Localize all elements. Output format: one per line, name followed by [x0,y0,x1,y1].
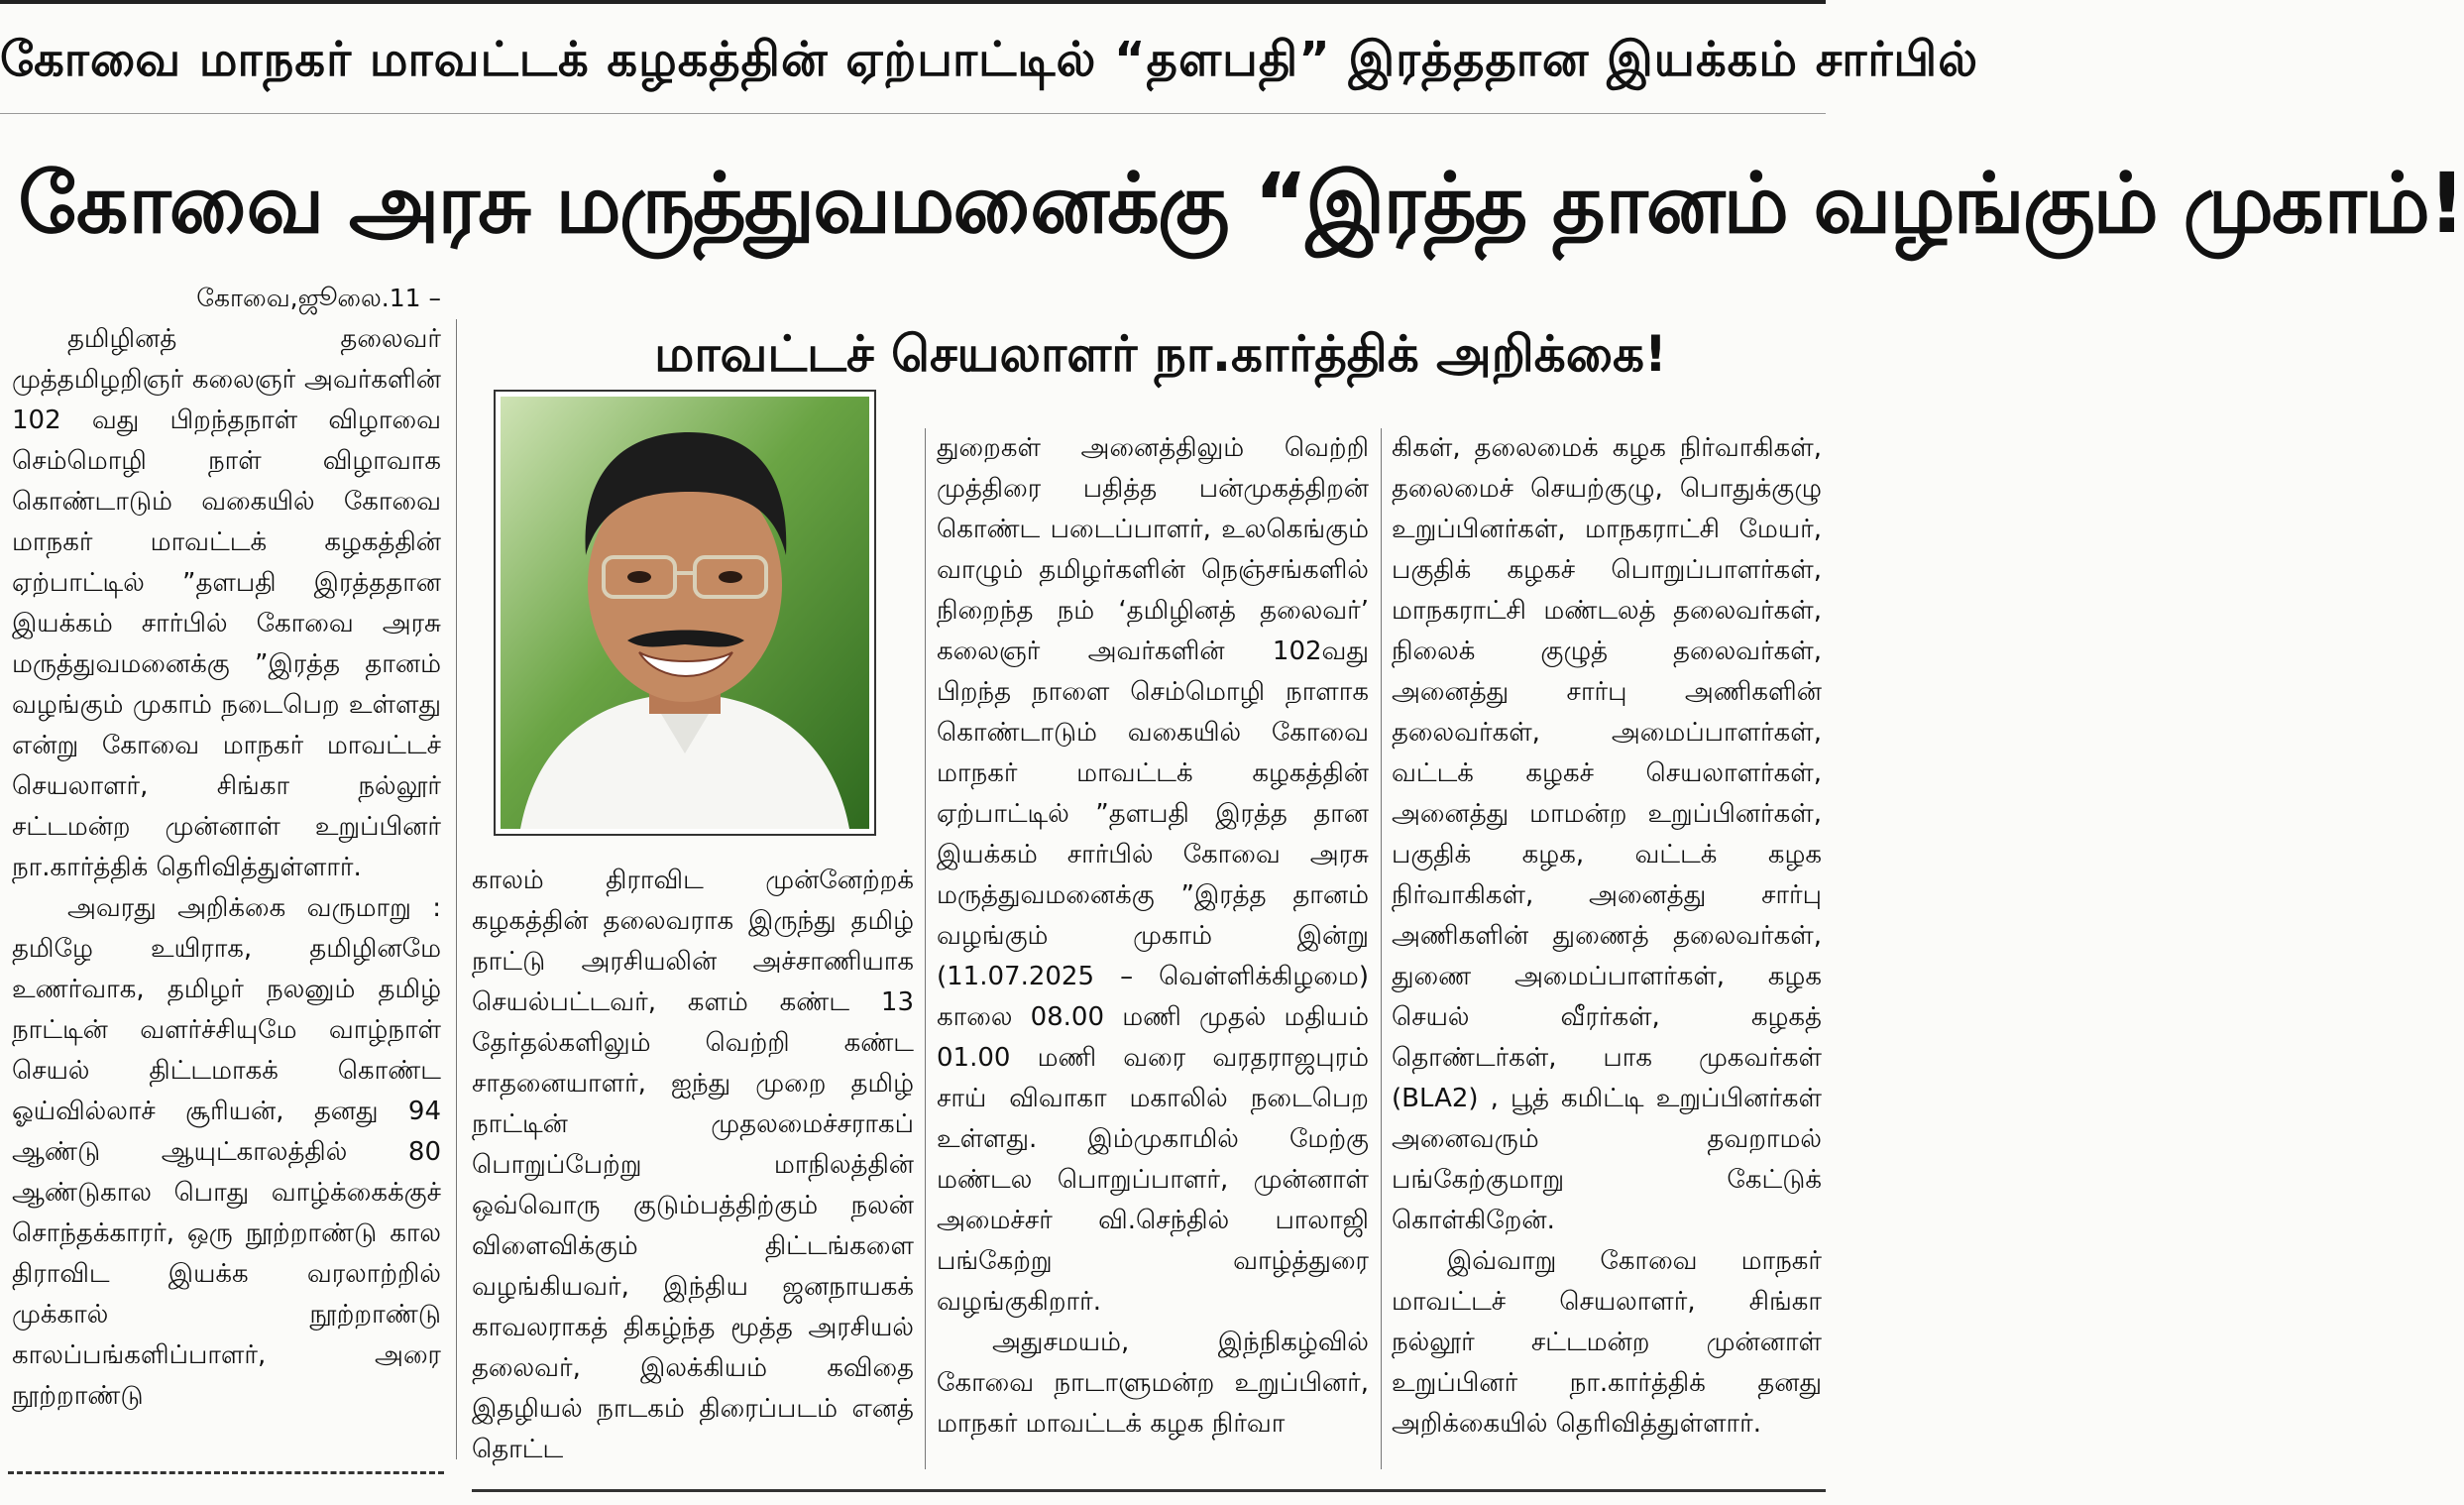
kicker-headline: கோவை மாநகர் மாவட்டக் கழகத்தின் ஏற்பாட்டில் “தளபதி” இரத்ததான இயக்கம் சார்பில் [0,32,1979,87]
article-column-3 [937,428,1369,1463]
article-column-4 [1392,428,1822,1463]
column-3-paragraph-2: அதுசமயம், இந்நிகழ்வில் கோவை நாடாளுமன்ற உறுப்பினர், மாநகர் மாவட்டக் கழக நிர்வா [937,1328,1369,1439]
article-column-2 [472,861,914,1463]
column-4-paragraph-1: கிகள், தலைமைக் கழக நிர்வாகிகள், தலைமைச் செயற்குழு, பொதுக்குழு உறுப்பினர்கள், மாநகராட்சி மேயர், பகுதிக் கழகச் பொறுப்பாளர்கள், மாநகராட்சி மண்டலத் தலைவர்கள், நிலைக் குழுத் தலைவர்கள், அனைத்து சார்பு அணிகளின் தலைவர்கள், அமைப்பாளர்கள், வட்டக் கழகச் செயலாளர்கள், அனைத்து மாமன்ற உறுப்பினர்கள், பகுதிக் கழக, வட்டக் கழக நிர்வாகிகள், அனைத்து சார்பு அணிகளின் துணைத் தலைவர்கள், துணை அமைப்பாளர்கள், கழக செயல் வீரர்கள், கழகத் தொண்டர்கள், பாக முகவர்கள் (BLA2) , பூத் கமிட்டி உறுப்பினர்கள் அனைவரும் தவறாமல் பங்கேற்குமாறு கேட்டுக் கொள்கிறேன். [1392,433,1822,1235]
column-3-paragraph-1: துறைகள் அனைத்திலும் வெற்றி முத்திரை பதித்த பன்முகத்திறன் கொண்ட படைப்பாளர், உலகெங்கும் வாழும் தமிழர்களின் நெஞ்சங்களில் நிறைந்த நம் ‘தமிழினத் தலைவர்’ கலைஞர் அவர்களின் 102வது பிறந்த நாளை செம்மொழி நாளாக கொண்டாடும் வகையில் கோவை மாநகர் மாவட்டக் கழகத்தின் ஏற்பாட்டில் ”தளபதி இரத்த தான இயக்கம் சார்பில் கோவை அரசு மருத்துவமனைக்கு ”இரத்த தானம் வழங்கும் முகாம் இன்று (11.07.2025 – வெள்ளிக்கிழமை) காலை 08.00 மணி முதல் மதியம் 01.00 மணி வரை வரதராஜபுரம் சாய் விவாகா மகாலில் நடைபெற உள்ளது. இம்முகாமில் மேற்கு மண்டல பொறுப்பாளர், முன்னாள் அமைச்சர் வி.செந்தில் பாலாஜி பங்கேற்று வாழ்த்துரை வழங்குகிறார். [937,433,1369,1317]
main-headline: கோவை அரசு மருத்துவமனைக்கு “இரத்த தானம் வழங்கும் முகாம்! [18,155,2464,252]
dateline: கோவை,ஜூலை.11 – [196,284,441,312]
right-eye [719,571,742,583]
kicker-divider [0,113,1826,114]
column-4-paragraph-2: இவ்வாறு கோவை மாநகர் மாவட்டச் செயலாளர், சிங்கா நல்லூர் சட்டமன்ற முன்னாள் உறுப்பினர் நா.கார்த்திக் தனது அறிக்கையில் தெரிவித்துள்ளார். [1392,1246,1822,1439]
subheadline: மாவட்டச் செயலாளர் நா.கார்த்திக் அறிக்கை! [654,325,1667,383]
portrait-illustration [501,397,869,829]
column-divider-2 [925,428,926,1469]
column-1-paragraph-2: அவரது அறிக்கை வருமாறு : தமிழே உயிராக, தமிழினமே உணர்வாக, தமிழர் நலனும் தமிழ் நாட்டின் வளர்ச்சியுமே வாழ்நாள் செயல் திட்டமாகக் கொண்ட ஓய்வில்லாச் சூரியன், தனது 94 ஆண்டு ஆயுட்காலத்தில் 80 ஆண்டுகால பொது வாழ்க்கைக்குச் சொந்தக்காரர், ஒரு நூற்றாண்டு கால திராவிட இயக்க வரலாற்றில் முக்கால் நூற்றாண்டு காலப்பங்களிப்பாளர், அரை நூற்றாண்டு [12,893,441,1411]
column-divider-3 [1381,428,1382,1469]
bottom-border-rule [472,1489,1826,1492]
column-2-paragraph-1: காலம் திராவிட முன்னேற்றக் கழகத்தின் தலைவராக இருந்து தமிழ் நாட்டு அரசியலின் அச்சாணியாக செயல்பட்டவர், களம் கண்ட 13 தேர்தல்களிலும் வெற்றி கண்ட சாதனையாளர், ஐந்து முறை தமிழ் நாட்டின் முதலமைச்சராகப் பொறுப்பேற்று மாநிலத்தின் ஒவ்வொரு குடும்பத்திற்கும் நலன் விளைவிக்கும் திட்டங்களை வழங்கியவர், இந்திய ஜனநாயகக் காவலராகத் திகழ்ந்த மூத்த அரசியல் தலைவர், இலக்கியம் கவிதை இதழியல் நாடகம் திரைப்படம் எனத் தொட்ட [472,866,914,1464]
column-divider-1 [456,319,457,1459]
left-eye [627,571,651,583]
column-1-dashed-divider [8,1471,444,1474]
portrait-photo [494,390,876,836]
top-border-rule [0,0,1826,4]
article-column-1 [12,319,441,1454]
column-1-paragraph-1: தமிழினத் தலைவர் முத்தமிழறிஞர் கலைஞர் அவர்களின் 102 வது பிறந்தநாள் விழாவை செம்மொழி நாள் விழாவாக கொண்டாடும் வகையில் கோவை மாநகர் மாவட்டக் கழகத்தின் ஏற்பாட்டில் ”தளபதி இரத்ததான இயக்கம் சார்பில் கோவை அரசு மருத்துவமனைக்கு ”இரத்த தானம் வழங்கும் முகாம் நடைபெற உள்ளது என்று கோவை மாநகர் மாவட்டச் செயலாளர், சிங்கா நல்லூர் சட்டமன்ற முன்னாள் உறுப்பினர் நா.கார்த்திக் தெரிவித்துள்ளார். [12,324,441,882]
